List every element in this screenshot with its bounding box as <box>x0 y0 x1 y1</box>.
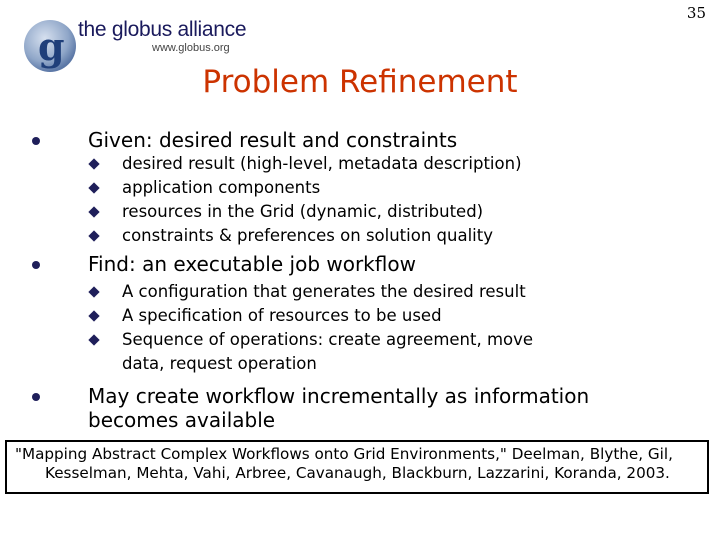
logo-name: the globus alliance <box>78 18 247 41</box>
diamond-bullet-icon <box>88 230 99 241</box>
sub-bullet-text: Sequence of operations: create agreement, move data, request operation <box>122 330 534 373</box>
logo-letter: g <box>38 24 65 69</box>
bullet-text: Find: an executable job workflow <box>88 252 416 276</box>
bullet-item <box>30 384 700 432</box>
slide-number: 35 <box>686 4 706 22</box>
circle-bullet-icon <box>32 393 40 401</box>
sub-bullet-text: desired result (high-level, metadata description) <box>122 154 522 173</box>
bullet-item <box>30 128 700 152</box>
sub-bullet-item <box>30 280 700 304</box>
logo-url: www.globus.org <box>152 42 230 54</box>
sub-bullet-item <box>30 328 700 376</box>
bullet-text: Given: desired result and constraints <box>88 128 458 152</box>
circle-bullet-icon <box>32 261 40 269</box>
circle-bullet-icon <box>32 137 40 145</box>
citation-box <box>5 440 709 494</box>
diamond-bullet-icon <box>88 334 99 345</box>
sub-bullet-text: constraints & preferences on solution quality <box>122 226 493 245</box>
sub-bullet-item <box>30 304 700 328</box>
citation-line: "Mapping Abstract Complex Workflows onto Grid Environments," Deelman, Blythe, Gil, <box>15 445 673 463</box>
diamond-bullet-icon <box>88 206 99 217</box>
sub-bullet-text: A specification of resources to be used <box>122 306 442 325</box>
diamond-bullet-icon <box>88 310 99 321</box>
sub-bullet-text: application components <box>122 178 321 197</box>
sub-bullet-item <box>30 224 700 248</box>
slide-content <box>30 128 700 432</box>
bullet-item <box>30 252 700 276</box>
diamond-bullet-icon <box>88 158 99 169</box>
diamond-bullet-icon <box>88 182 99 193</box>
sub-bullet-item <box>30 200 700 224</box>
diamond-bullet-icon <box>88 286 99 297</box>
sub-bullet-item <box>30 152 700 176</box>
sub-bullet-text: A configuration that generates the desired result <box>122 282 526 301</box>
sub-bullet-item <box>30 176 700 200</box>
sub-bullet-text: resources in the Grid (dynamic, distributed) <box>122 202 484 221</box>
slide-title: Problem Refinement <box>202 64 518 100</box>
bullet-text: May create workflow incrementally as information becomes available <box>88 384 590 432</box>
citation-line: Kesselman, Mehta, Vahi, Arbree, Cavanaugh, Blackburn, Lazzarini, Koranda, 2003. <box>45 464 670 482</box>
